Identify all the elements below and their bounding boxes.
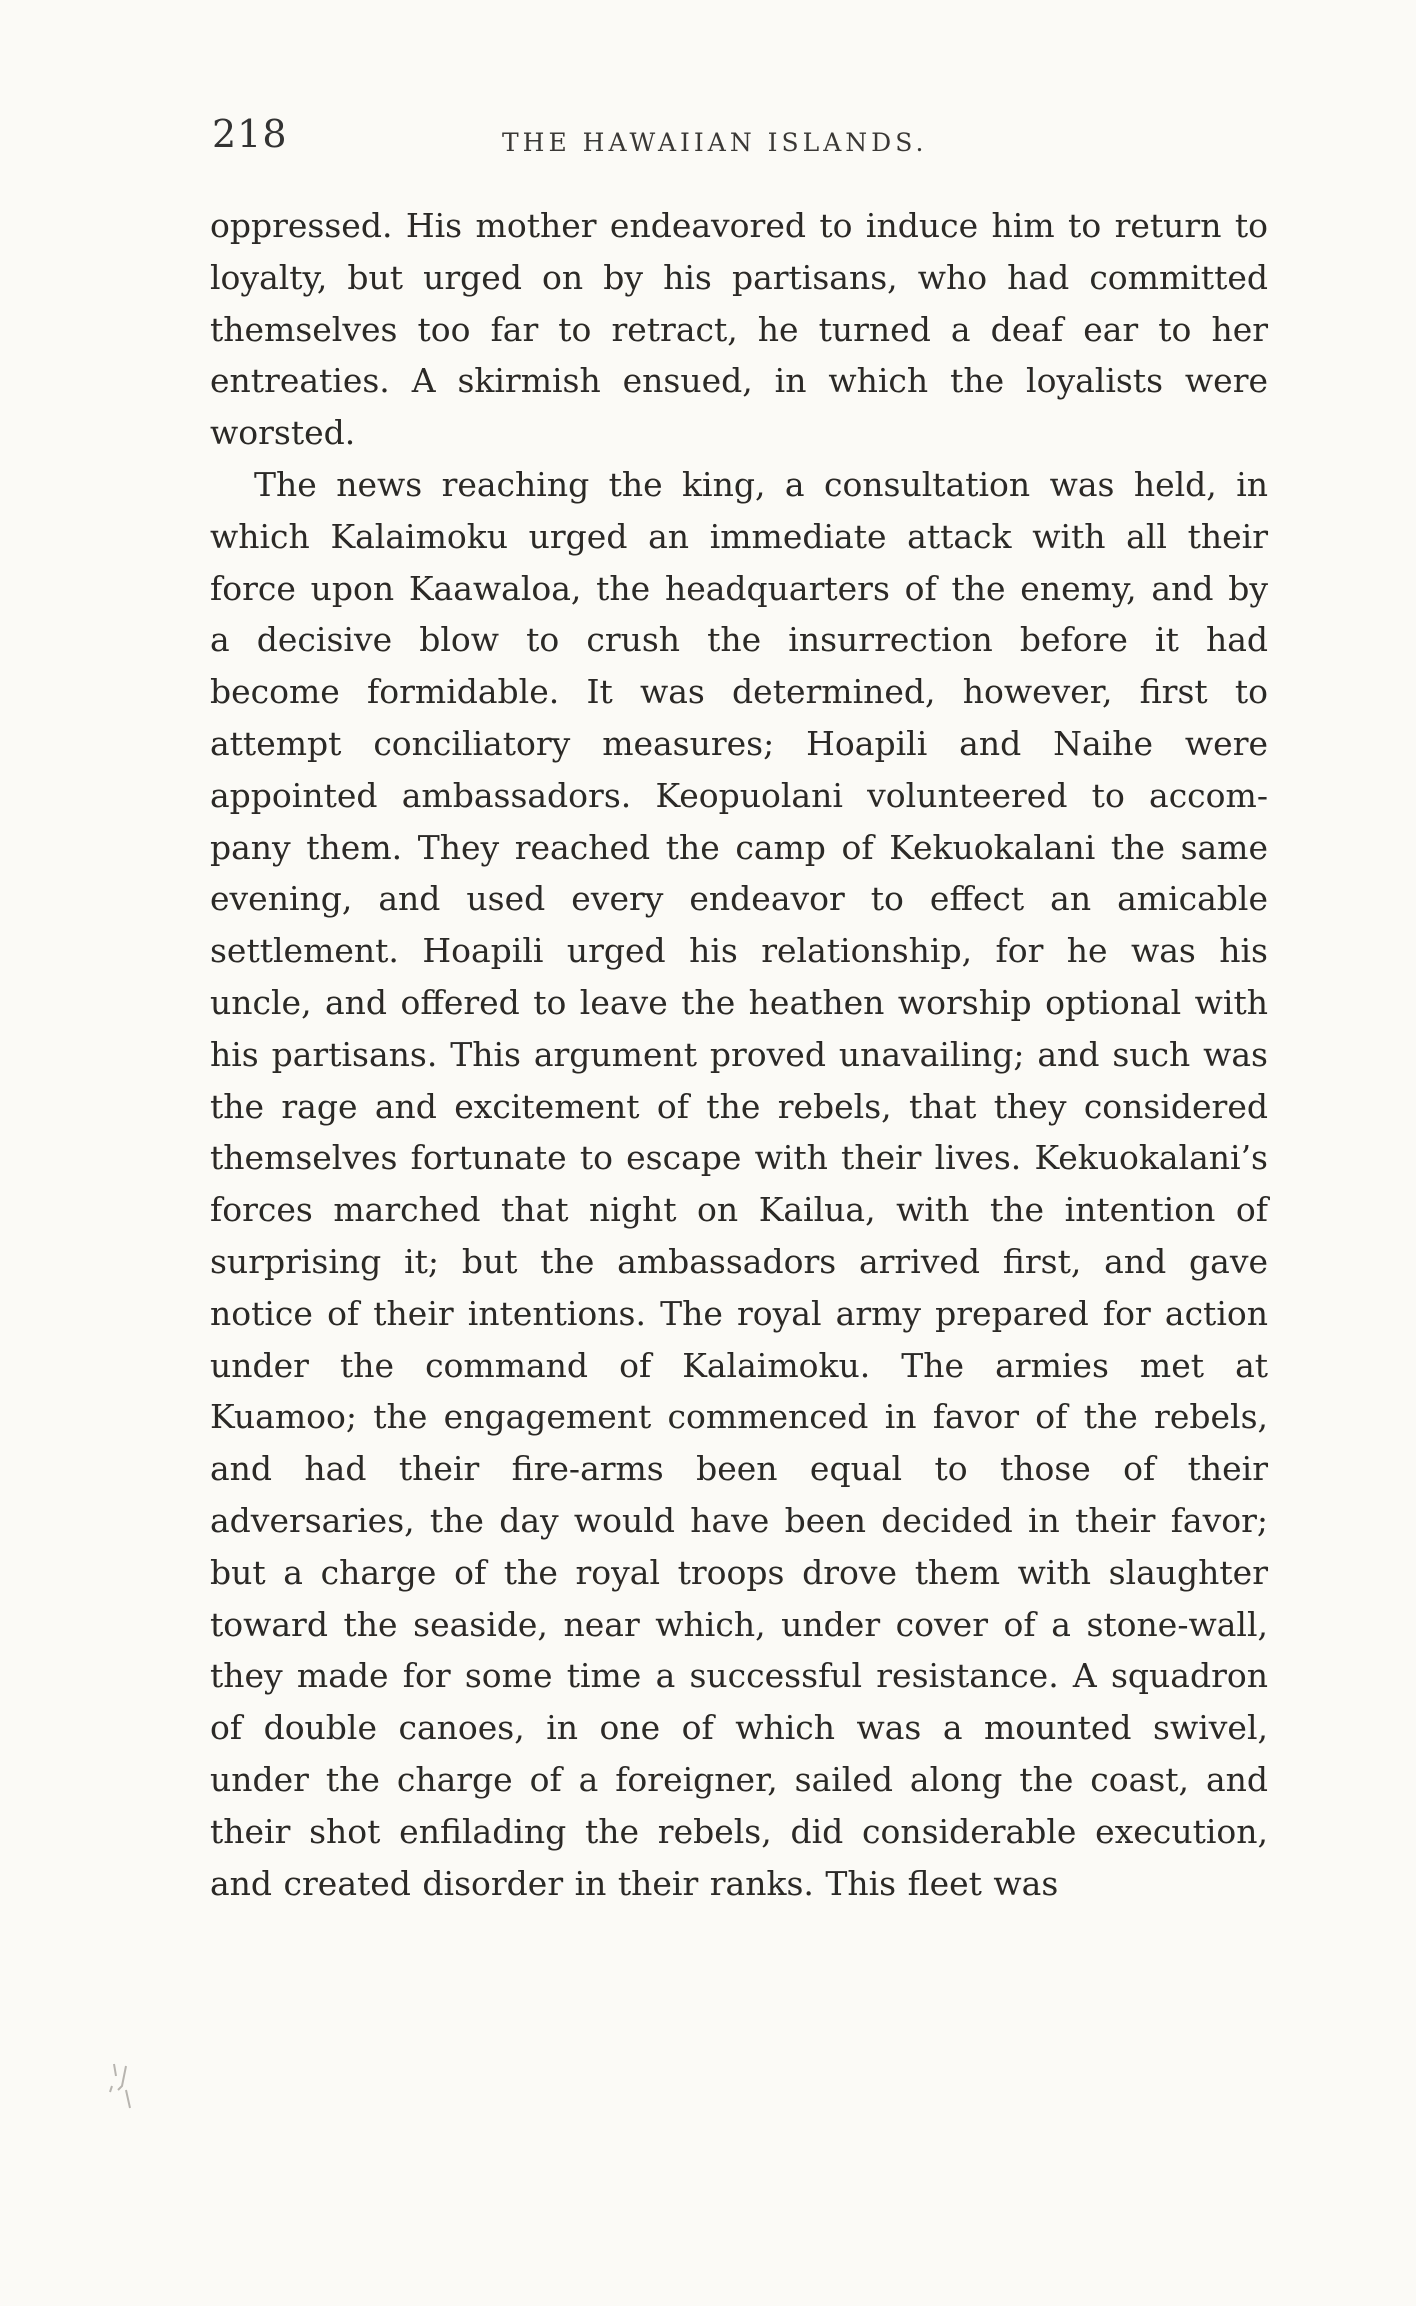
ink-smudge-mark [92, 2056, 152, 2126]
page-number: 218 [212, 112, 288, 156]
paragraph: oppressed. His mother endeavored to induce him to return to loyalty, but urged on by his partisans, who had committed themselves too far to retract, he turned a deaf ear to her entreaties. A skirmish ensued, in which the loyalists were worsted. [210, 206, 1268, 453]
running-head: THE HAWAIIAN ISLANDS. [502, 128, 928, 157]
page-header [212, 112, 1270, 172]
paragraph: The news reaching the king, a consultation was held, in which Kalaimoku urged an immediate attack with all their force upon Kaawaloa, the headquarters of the enemy, and by a decisive blow to crush the insurrection before it had become formidable. It was determined, however, first to attempt conciliatory measures; Hoapili and Naihe were appointed ambassadors. Keopuolani volunteered to accompany them. They reached the camp of Kekuokalani the same evening, and used every endeavor to effect an amicable settlement. Hoapili urged his relationship, for he was his uncle, and offered to leave the heathen worship optional with his partisans. This argument proved unavailing; and such was the rage and excitement of the rebels, that they considered themselves fortunate to escape with their lives. Kekuokalani’s forces marched that night on Kailua, with the intention of surprising it; but the ambassadors arrived first, and gave notice of their intentions. The royal army prepared for action under the command of Kalaimoku. The armies met at Kuamoo; the engagement commenced in favor of the rebels, and had their fire-arms been equal to those of their adversaries, the day would have been decided in their favor; but a charge of the royal troops drove them with slaughter toward the seaside, near which, under cover of a stone-wall, they made for some time a successful resistance. A squadron of double canoes, in one of which was a mounted swivel, under the charge of a foreigner, sailed along the coast, and their shot enfilading the rebels, did considerable execution, and created disorder in their ranks. This fleet was [210, 464, 1268, 1903]
body-text [210, 200, 1268, 1909]
